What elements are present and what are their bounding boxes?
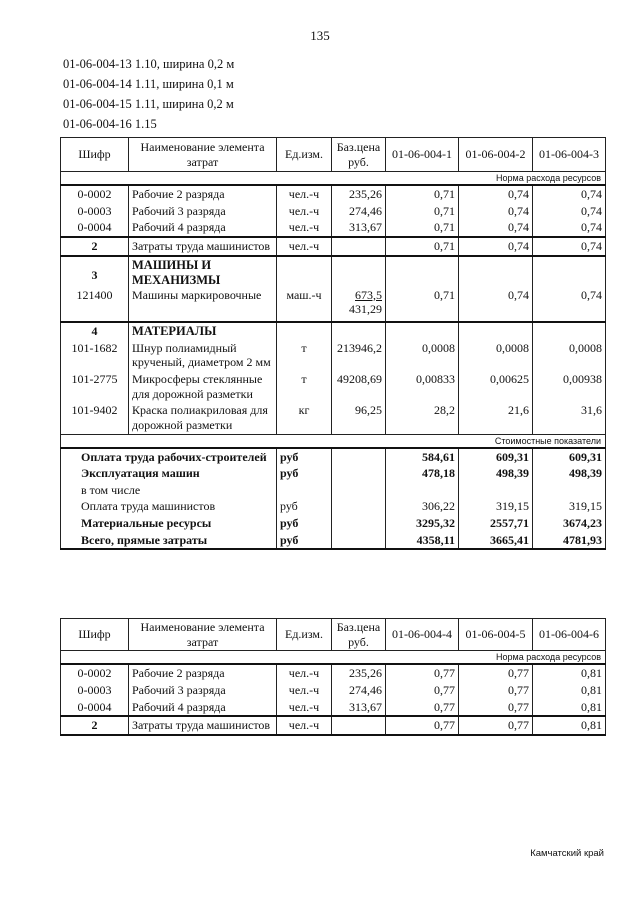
intro-line: 01-06-004-13 1.10, ширина 0,2 м xyxy=(63,57,235,71)
materials-title-row xyxy=(61,322,606,340)
row-value: 0,74 xyxy=(533,203,606,220)
norm-label-row xyxy=(61,651,606,665)
row-price: 235,26 xyxy=(332,185,386,203)
row-price: 49208,69 xyxy=(332,371,386,402)
cost-unit: руб xyxy=(277,532,332,550)
row-value: 0,00833 xyxy=(386,371,459,402)
row-name: Рабочий 3 разряда xyxy=(129,203,277,220)
cost-row xyxy=(61,515,606,532)
row-price xyxy=(332,716,386,735)
row-value: 0,71 xyxy=(386,185,459,203)
cost-value: 498,39 xyxy=(533,465,606,482)
empty-cell xyxy=(332,322,386,340)
row-price xyxy=(332,256,386,322)
row-unit: т xyxy=(277,371,332,402)
table-header-row xyxy=(61,619,606,651)
cost-value xyxy=(459,482,533,499)
header-code: Шифр xyxy=(61,138,129,172)
cost-value: 609,31 xyxy=(459,448,533,466)
row-value: 0,81 xyxy=(533,664,606,682)
row-price: 274,46 xyxy=(332,682,386,699)
intro-line: 01-06-004-14 1.11, ширина 0,1 м xyxy=(63,77,234,91)
row-value: 0,77 xyxy=(386,664,459,682)
header-col-4: 01-06-004-4 xyxy=(386,619,459,651)
row-value: 0,81 xyxy=(533,699,606,717)
row-code: 101-9402 xyxy=(61,402,129,434)
header-name: Наименование элемента затрат xyxy=(129,619,277,651)
cost-label-row xyxy=(61,434,606,448)
row-value: 0,00938 xyxy=(533,371,606,402)
row-code: 0-0003 xyxy=(61,203,129,220)
section-title: МАТЕРИАЛЫ xyxy=(129,322,277,340)
item-unit: маш.-ч xyxy=(286,287,322,302)
row-value: 31,6 xyxy=(533,402,606,434)
cost-row xyxy=(61,448,606,466)
row-unit: чел.-ч xyxy=(277,716,332,735)
row-unit: чел.-ч xyxy=(277,682,332,699)
empty-cell xyxy=(533,322,606,340)
row-price: 313,67 xyxy=(332,699,386,717)
row-unit: кг xyxy=(277,402,332,434)
section-code: 3 xyxy=(91,267,98,282)
row-value: 0,77 xyxy=(459,716,533,735)
row-value: 0,74 xyxy=(533,237,606,256)
cost-row xyxy=(61,482,606,499)
cost-value: 4781,93 xyxy=(533,532,606,550)
row-value: 0,81 xyxy=(533,716,606,735)
row-value: 0,77 xyxy=(386,716,459,735)
table-row xyxy=(61,219,606,237)
row-code xyxy=(61,256,129,322)
row-code: 0-0004 xyxy=(61,699,129,717)
intro-line: 01-06-004-16 1.15 xyxy=(63,117,157,131)
header-col-6: 01-06-004-6 xyxy=(533,619,606,651)
cost-value: 306,22 xyxy=(386,498,459,515)
item-price-2: 431,29 xyxy=(349,302,382,317)
row-price xyxy=(332,237,386,256)
cost-row xyxy=(61,465,606,482)
row-value: 0,0008 xyxy=(386,340,459,371)
cost-value: 584,61 xyxy=(386,448,459,466)
header-name: Наименование элемента затрат xyxy=(129,138,277,172)
table-row xyxy=(61,340,606,371)
resource-table-1 xyxy=(60,137,606,550)
cost-unit: руб xyxy=(277,515,332,532)
cost-row xyxy=(61,498,606,515)
empty-cell xyxy=(332,498,386,515)
row-code: 0-0002 xyxy=(61,185,129,203)
row-code: 101-1682 xyxy=(61,340,129,371)
row-unit: т xyxy=(277,340,332,371)
operators-row xyxy=(61,237,606,256)
cost-value: 319,15 xyxy=(459,498,533,515)
row-unit: чел.-ч xyxy=(277,237,332,256)
row-value: 0,74 xyxy=(459,237,533,256)
row-code: 0-0002 xyxy=(61,664,129,682)
header-price: Баз.цена руб. xyxy=(332,619,386,651)
row-value: 0,00625 xyxy=(459,371,533,402)
norm-label-row xyxy=(61,172,606,186)
cost-unit: руб xyxy=(277,498,332,515)
row-name: Рабочий 4 разряда xyxy=(129,699,277,717)
empty-cell xyxy=(332,515,386,532)
section-code: 4 xyxy=(61,322,129,340)
empty-cell xyxy=(332,448,386,466)
cost-value: 4358,11 xyxy=(386,532,459,550)
cost-value xyxy=(533,482,606,499)
row-value: 0,77 xyxy=(459,664,533,682)
row-code: 2 xyxy=(61,716,129,735)
row-name: Шнур полиамидный крученый, диаметром 2 мм xyxy=(129,340,277,371)
cost-value: 3295,32 xyxy=(386,515,459,532)
row-value: 0,74 xyxy=(459,203,533,220)
cost-name: Материальные ресурсы xyxy=(61,515,277,532)
row-value: 0,77 xyxy=(459,699,533,717)
cost-value: 319,15 xyxy=(533,498,606,515)
empty-cell xyxy=(386,322,459,340)
row-value: 0,77 xyxy=(459,682,533,699)
row-name: Рабочие 2 разряда xyxy=(129,664,277,682)
empty-cell xyxy=(332,532,386,550)
table-row xyxy=(61,203,606,220)
item-name: Машины маркировочные xyxy=(132,288,262,302)
cost-unit: руб xyxy=(277,465,332,482)
item-price: 673,5 xyxy=(355,287,382,302)
row-price: 235,26 xyxy=(332,664,386,682)
header-code: Шифр xyxy=(61,619,129,651)
row-name: Затраты труда машинистов xyxy=(129,716,277,735)
row-unit xyxy=(277,256,332,322)
item-value: 0,71 xyxy=(434,287,455,302)
page-number: 135 xyxy=(310,28,330,43)
row-price: 96,25 xyxy=(332,402,386,434)
table-row xyxy=(61,185,606,203)
cost-name: в том числе xyxy=(61,482,277,499)
row-value xyxy=(386,256,459,322)
operators-row xyxy=(61,716,606,735)
item-code: 121400 xyxy=(76,288,113,303)
cost-value xyxy=(386,482,459,499)
row-price: 213946,2 xyxy=(332,340,386,371)
row-value: 28,2 xyxy=(386,402,459,434)
row-name: Рабочий 4 разряда xyxy=(129,219,277,237)
header-price: Баз.цена руб. xyxy=(332,138,386,172)
row-unit: чел.-ч xyxy=(277,699,332,717)
cost-value: 498,39 xyxy=(459,465,533,482)
cost-name: Оплата труда рабочих-строителей xyxy=(61,448,277,466)
table-row xyxy=(61,402,606,434)
row-name: Микросферы стеклянные для дорожной разметки xyxy=(129,371,277,402)
row-value: 0,71 xyxy=(386,219,459,237)
row-name: Затраты труда машинистов xyxy=(129,237,277,256)
header-col-5: 01-06-004-5 xyxy=(459,619,533,651)
cost-name: Оплата труда машинистов xyxy=(61,498,277,515)
row-value: 0,71 xyxy=(386,237,459,256)
cost-value: 609,31 xyxy=(533,448,606,466)
row-unit: чел.-ч xyxy=(277,185,332,203)
table-row xyxy=(61,682,606,699)
header-unit: Ед.изм. xyxy=(277,619,332,651)
row-price: 274,46 xyxy=(332,203,386,220)
empty-cell xyxy=(332,465,386,482)
table-header-row xyxy=(61,138,606,172)
table-row xyxy=(61,664,606,682)
section-title: МАШИНЫ И МЕХАНИЗМЫ xyxy=(132,257,221,287)
cost-unit: руб xyxy=(277,448,332,466)
footer-region: Камчатский край xyxy=(530,848,604,859)
header-col-1: 01-06-004-1 xyxy=(386,138,459,172)
row-name: Краска полиакриловая для дорожной разметки xyxy=(129,402,277,434)
table-row xyxy=(61,699,606,717)
row-value: 0,77 xyxy=(386,682,459,699)
header-col-3: 01-06-004-3 xyxy=(533,138,606,172)
cost-value: 3665,41 xyxy=(459,532,533,550)
cost-value: 2557,71 xyxy=(459,515,533,532)
row-value: 0,77 xyxy=(386,699,459,717)
row-value: 0,0008 xyxy=(533,340,606,371)
norm-label: Норма расхода ресурсов xyxy=(61,651,606,665)
row-value: 21,6 xyxy=(459,402,533,434)
row-value xyxy=(459,256,533,322)
table-row xyxy=(61,371,606,402)
item-value: 0,74 xyxy=(581,287,602,302)
row-value: 0,0008 xyxy=(459,340,533,371)
cost-label: Стоимостные показатели xyxy=(61,434,606,448)
machines-row xyxy=(61,256,606,322)
row-name: Рабочий 3 разряда xyxy=(129,682,277,699)
header-col-2: 01-06-004-2 xyxy=(459,138,533,172)
cost-row xyxy=(61,532,606,550)
row-value: 0,74 xyxy=(533,185,606,203)
row-name: Рабочие 2 разряда xyxy=(129,185,277,203)
row-code: 0-0003 xyxy=(61,682,129,699)
norm-label: Норма расхода ресурсов xyxy=(61,172,606,186)
row-code: 101-2775 xyxy=(61,371,129,402)
item-value: 0,74 xyxy=(508,287,529,302)
resource-table-2 xyxy=(60,618,606,736)
intro-line: 01-06-004-15 1.11, ширина 0,2 м xyxy=(63,97,234,111)
row-code: 2 xyxy=(61,237,129,256)
empty-cell xyxy=(277,322,332,340)
empty-cell xyxy=(332,482,386,499)
row-value: 0,74 xyxy=(533,219,606,237)
cost-unit xyxy=(277,482,332,499)
row-value: 0,74 xyxy=(459,219,533,237)
row-value: 0,74 xyxy=(459,185,533,203)
cost-value: 478,18 xyxy=(386,465,459,482)
cost-name: Эксплуатация машин xyxy=(61,465,277,482)
cost-name: Всего, прямые затраты xyxy=(61,532,277,550)
row-price: 313,67 xyxy=(332,219,386,237)
row-value: 0,81 xyxy=(533,682,606,699)
row-unit: чел.-ч xyxy=(277,203,332,220)
row-value: 0,71 xyxy=(386,203,459,220)
cost-value: 3674,23 xyxy=(533,515,606,532)
header-unit: Ед.изм. xyxy=(277,138,332,172)
row-code: 0-0004 xyxy=(61,219,129,237)
empty-cell xyxy=(459,322,533,340)
row-unit: чел.-ч xyxy=(277,664,332,682)
row-value xyxy=(533,256,606,322)
row-name xyxy=(129,256,277,322)
row-unit: чел.-ч xyxy=(277,219,332,237)
